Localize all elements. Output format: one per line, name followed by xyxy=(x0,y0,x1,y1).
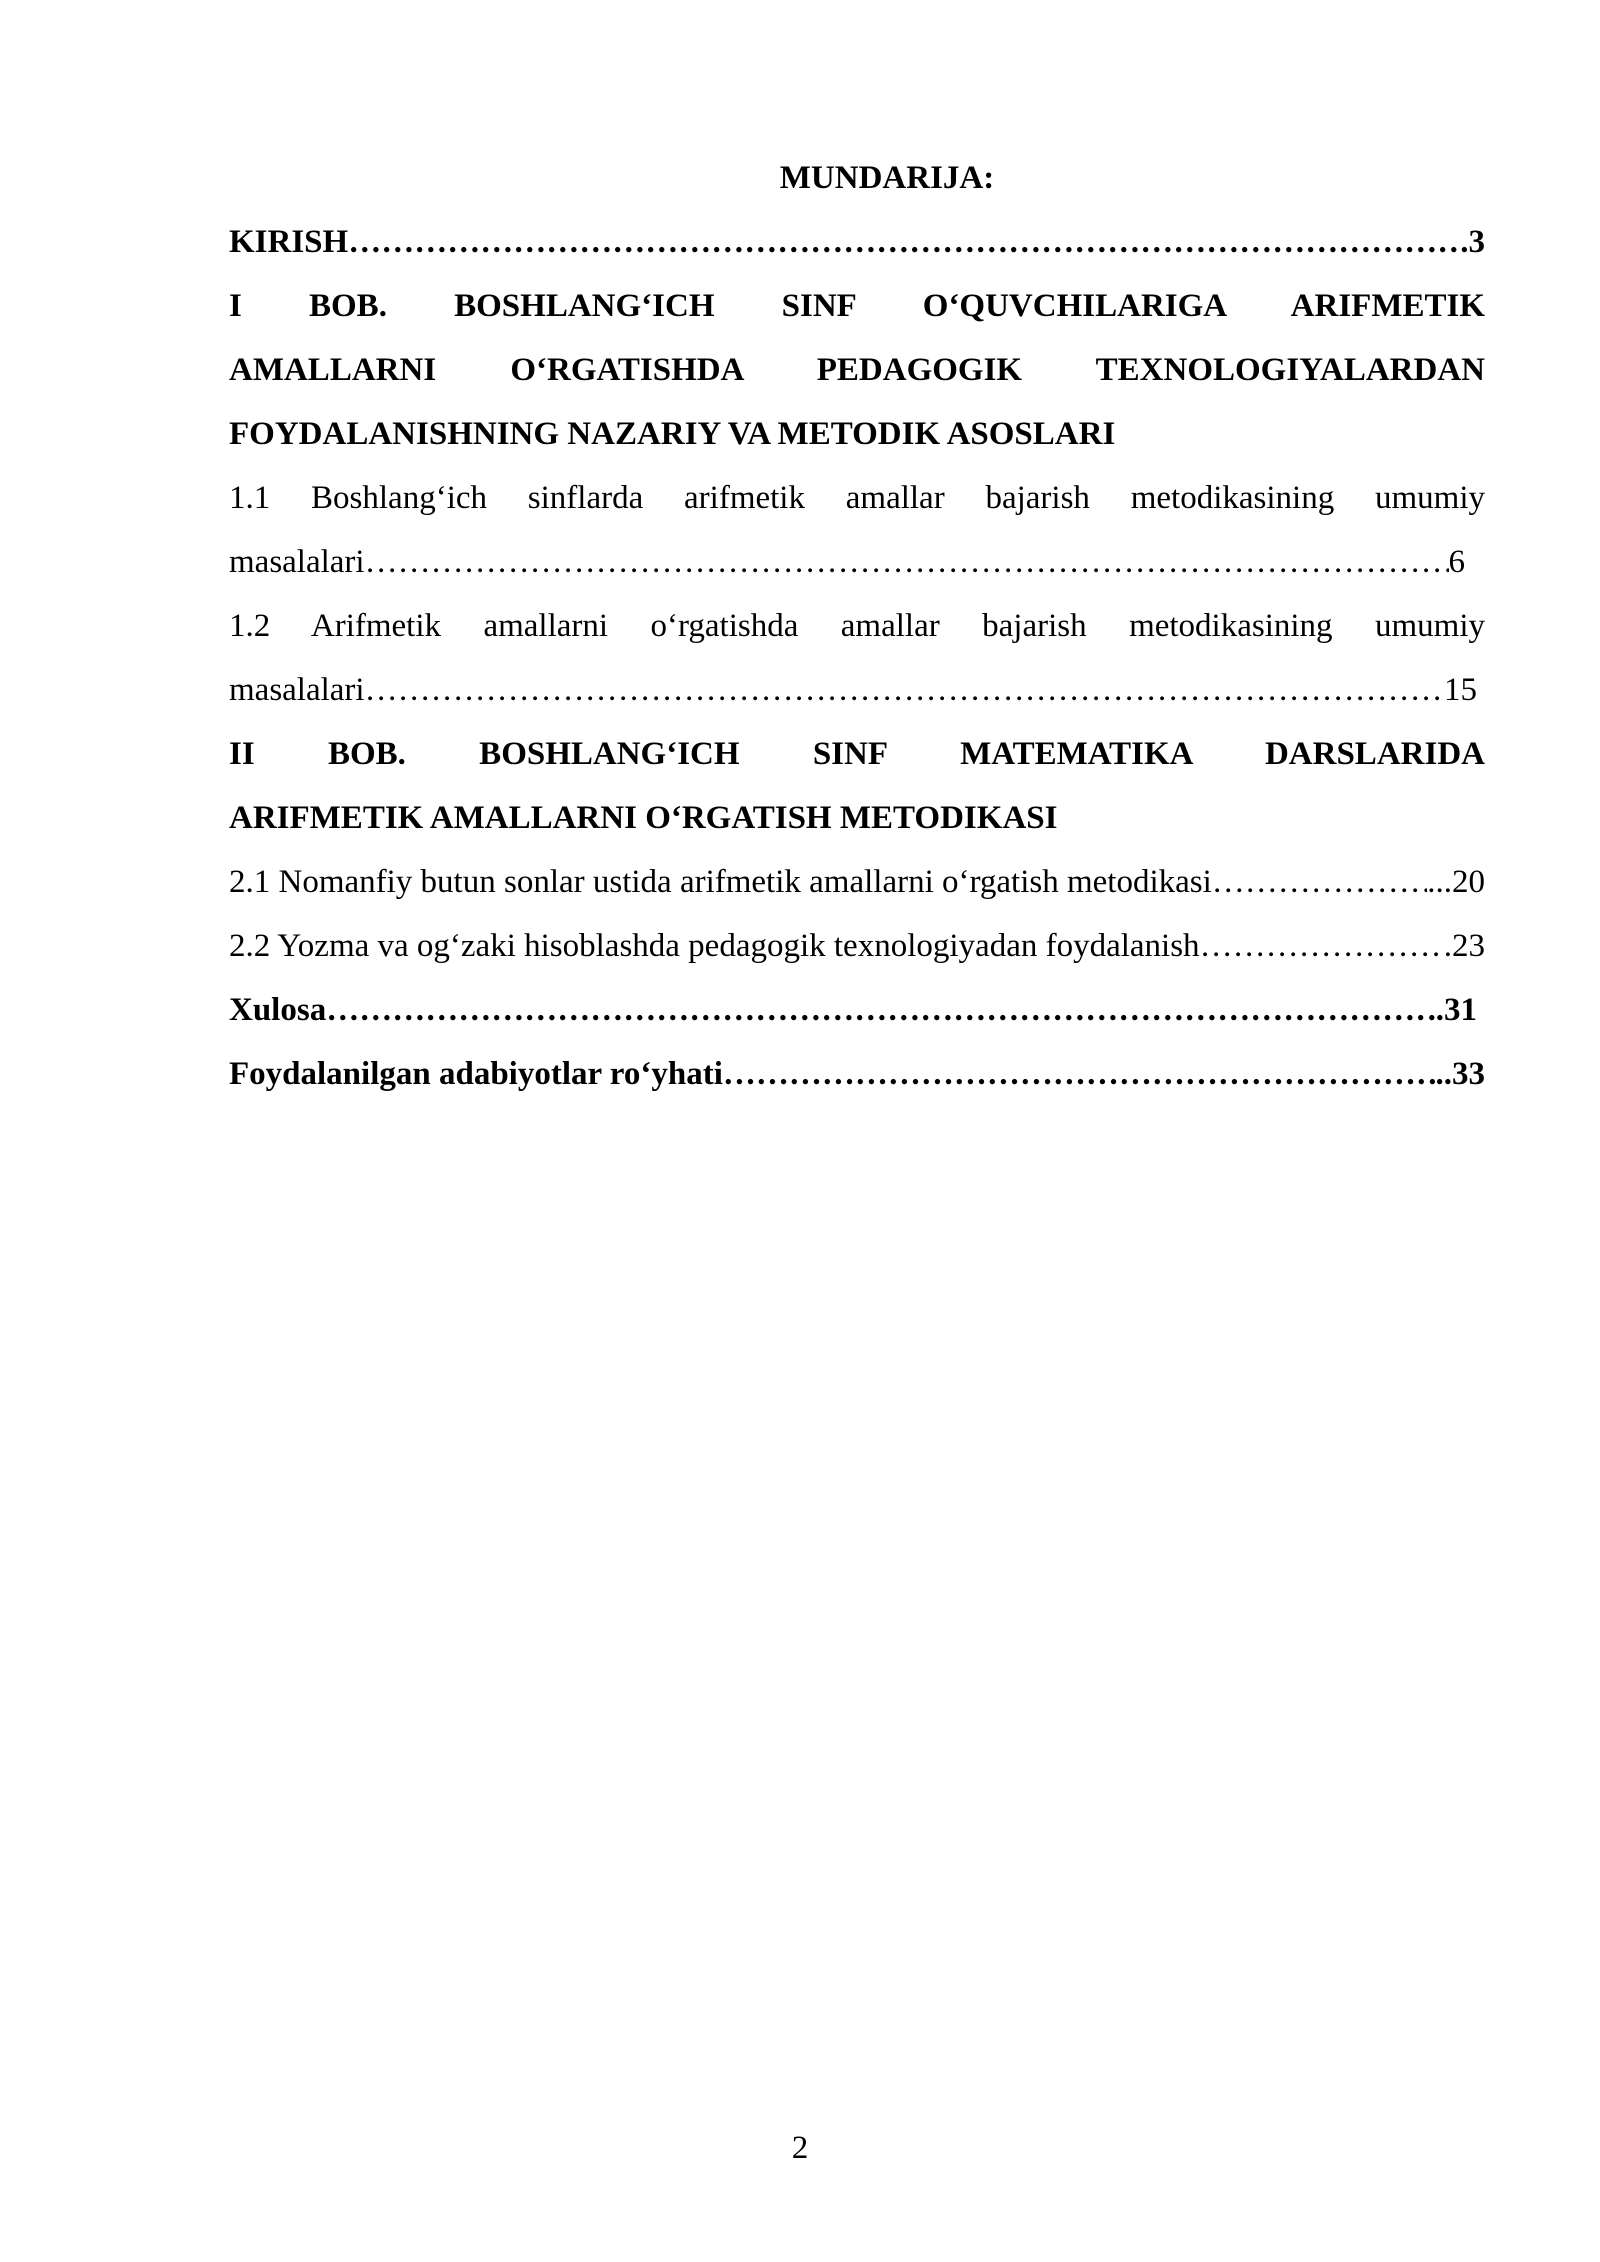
toc-entry-section-1-1[interactable] xyxy=(229,466,1485,594)
toc-page-number: 31 xyxy=(1444,992,1477,1028)
toc-title: MUNDARIJA: xyxy=(779,160,995,196)
toc-entry-chapter-1[interactable] xyxy=(229,274,1485,466)
toc-entry-label: Foydalanilgan adabiyotlar ro‘yhati xyxy=(229,1056,723,1092)
toc-entry-label: masalalari xyxy=(229,672,365,708)
dot-leader xyxy=(365,658,1444,722)
dot-leader xyxy=(348,210,1460,274)
toc-entry-section-2-2[interactable]: 2.2 Yozma va og‘zaki hisoblashda pedagogik texnologiyadan foydalanish …………………………………………………………………………………………………………………………………………………………………………………………………… .23 xyxy=(229,914,1485,978)
toc-entry-chapter-2[interactable] xyxy=(229,722,1485,850)
toc-entry-section-2-1[interactable]: 2.1 Nomanfiy butun sonlar ustida arifmetik amallarni o‘rgatish metodikasi …………………………………………………………………………………………………………………………………………………………………………………………………… ...20 xyxy=(229,850,1485,914)
toc-page-number: 23 xyxy=(1452,928,1485,964)
toc-entry-label: 2.1 Nomanfiy butun sonlar ustida arifmetik amallarni o‘rgatish metodikasi xyxy=(229,864,1212,900)
toc-entry-label: masalalari xyxy=(229,544,365,580)
toc-entry-label: 2.2 Yozma va og‘zaki hisoblashda pedagogik texnologiyadan foydalanish xyxy=(229,928,1200,964)
dot-leader xyxy=(723,1042,1436,1106)
toc-entry-xulosa[interactable]: Xulosa …………………………………………………………………………………………………………………………………………………………………………………………………… .31 xyxy=(229,978,1485,1042)
toc-entry-kirish[interactable]: KIRISH …………………………………………………………………………………………………………………………………………………………………………………………………… .3 xyxy=(229,210,1485,274)
dot-leader xyxy=(1212,850,1427,914)
chapter-heading-line: FOYDALANISHNING NAZARIY VA METODIK ASOSLARI xyxy=(229,416,1116,452)
table-of-contents xyxy=(229,146,1485,1106)
section-title-line: 1.2 Arifmetik amallarni o‘rgatishda amallar bajarish metodikasining umumiy xyxy=(229,608,1485,644)
toc-entry-bibliography[interactable]: Foydalanilgan adabiyotlar ro‘yhati …………………………………………………………………………………………………………………………………………………………………………………………………… ..33 xyxy=(229,1042,1485,1106)
toc-page-number: 33 xyxy=(1452,1056,1485,1092)
dot-leader xyxy=(365,530,1449,594)
toc-page-number: 6 xyxy=(1448,544,1465,580)
chapter-heading-line: ARIFMETIK AMALLARNI O‘RGATISH METODIKASI xyxy=(229,800,1058,836)
toc-entry-label: KIRISH xyxy=(229,224,349,260)
page-number: 2 xyxy=(791,2130,809,2166)
dot-leader xyxy=(1200,914,1444,978)
toc-entry-section-1-2[interactable] xyxy=(229,594,1485,722)
chapter-heading-line: AMALLARNI O‘RGATISHDA PEDAGOGIK TEXNOLOGIYALARDAN xyxy=(229,352,1485,388)
section-title-line: 1.1 Boshlang‘ich sinflarda arifmetik amallar bajarish metodikasining umumiy xyxy=(229,480,1485,516)
toc-page-number: 15 xyxy=(1444,672,1477,708)
toc-page-number: 3 xyxy=(1468,224,1485,260)
chapter-heading-line: I BOB. BOSHLANG‘ICH SINF O‘QUVCHILARIGA ARIFMETIK xyxy=(229,288,1485,324)
dot-leader xyxy=(326,978,1436,1042)
chapter-heading-line: II BOB. BOSHLANG‘ICH SINF MATEMATIKA DARSLARIDA xyxy=(229,736,1485,772)
toc-entry-label: Xulosa xyxy=(229,992,327,1028)
toc-page-number: 20 xyxy=(1452,864,1485,900)
